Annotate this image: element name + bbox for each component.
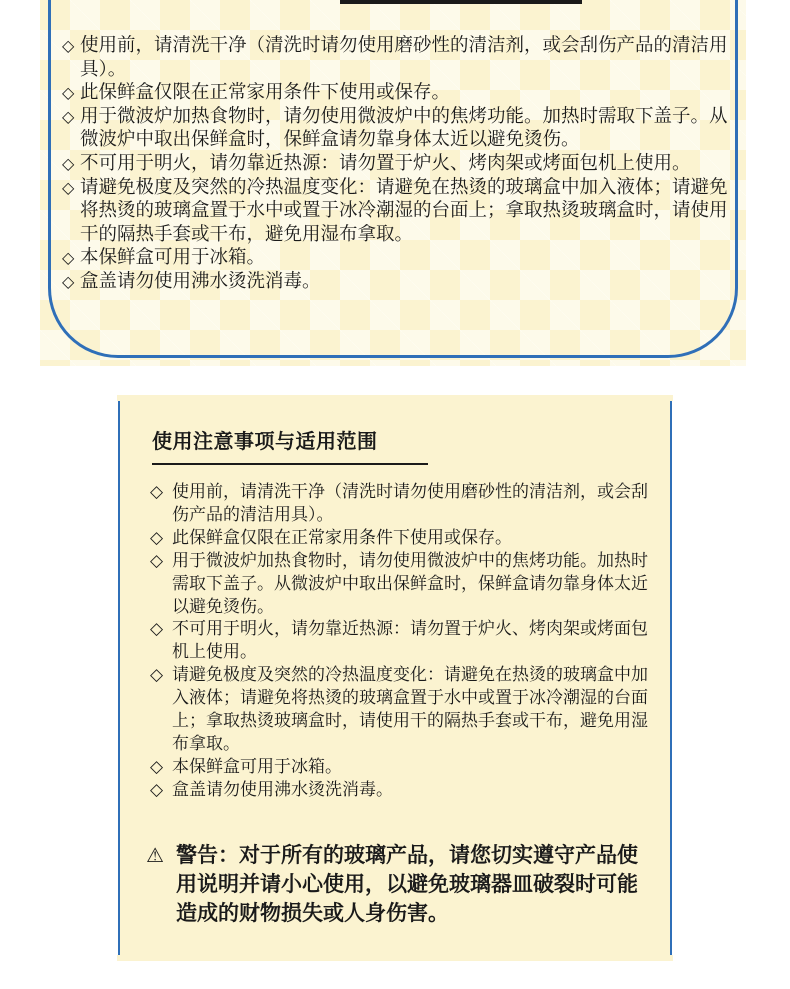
list-item <box>150 481 654 527</box>
list-item <box>150 618 654 664</box>
list-item-text: 盒盖请勿使用沸水烫洗消毒。 <box>80 270 321 292</box>
list-item-text: 使用前，请清洗干净（清洗时请勿使用磨砂性的清洁剂，或会刮伤产品的清洁用具）。 <box>172 482 648 525</box>
list-item-text: 本保鲜盒可用于冰箱。 <box>172 756 342 777</box>
list-item <box>62 176 738 247</box>
bottom-instruction-card <box>118 395 672 961</box>
warning-text: 警告：对于所有的玻璃产品，请您切实遵守产品使用说明并请小心使用，以避免玻璃器皿破裂时可能造成的财物损失或人身伤害。 <box>176 843 638 925</box>
list-item <box>150 550 654 619</box>
list-item <box>150 664 654 756</box>
diamond-bullet-icon: ◇ <box>150 756 164 777</box>
warning-triangle-icon: ⚠ <box>146 843 164 867</box>
list-item-text: 此保鲜盒仅限在正常家用条件下使用或保存。 <box>172 527 512 548</box>
list-item <box>62 34 738 81</box>
list-item-text: 本保鲜盒可用于冰箱。 <box>80 247 266 269</box>
heading-underline <box>152 463 428 465</box>
section-heading: 使用注意事项与适用范围 <box>152 429 378 453</box>
list-item <box>62 105 738 152</box>
diamond-bullet-icon: ◇ <box>150 665 164 686</box>
diamond-bullet-icon: ◇ <box>62 248 75 268</box>
list-item <box>150 779 654 802</box>
list-item <box>62 152 738 176</box>
list-item-text: 不可用于明火，请勿靠近热源：请勿置于炉火、烤肉架或烤面包机上使用。 <box>172 619 648 663</box>
diamond-bullet-icon: ◇ <box>150 779 164 800</box>
list-item-text: 请避免极度及突然的冷热温度变化：请避免在热烫的玻璃盒中加入液体；请避免将热烫的玻璃盒置于水中或置于冰冷潮湿的台面上；拿取热烫玻璃盒时，请使用干的隔热手套或干布，避免用湿布拿取。 <box>80 176 728 245</box>
diamond-bullet-icon: ◇ <box>150 527 164 548</box>
card-edge-top <box>117 395 673 401</box>
list-item <box>62 81 738 105</box>
warning-notice <box>146 841 656 928</box>
list-item-text: 用于微波炉加热食物时，请勿使用微波炉中的焦烤功能。加热时需取下盖子。从微波炉中取出保鲜盒时，保鲜盒请勿靠身体太近以避免烫伤。 <box>172 550 648 617</box>
list-item <box>150 756 654 779</box>
diamond-bullet-icon: ◇ <box>150 619 164 640</box>
list-item-text: 此保鲜盒仅限在正常家用条件下使用或保存。 <box>80 82 451 104</box>
list-item <box>62 246 738 270</box>
diamond-bullet-icon: ◇ <box>62 271 75 291</box>
list-item <box>150 527 654 550</box>
diamond-bullet-icon: ◇ <box>150 482 164 502</box>
list-item-text: 使用前，请清洗干净（清洗时请勿使用磨砂性的清洁剂，或会刮伤产品的清洁用具）。 <box>80 35 728 80</box>
top-instruction-list <box>62 34 738 294</box>
bottom-instruction-list <box>150 481 654 802</box>
list-item-text: 盒盖请勿使用沸水烫洗消毒。 <box>172 779 393 800</box>
diamond-bullet-icon: ◇ <box>62 36 75 55</box>
list-item-text: 不可用于明火，请勿靠近热源：请勿置于炉火、烤肉架或烤面包机上使用。 <box>80 152 691 174</box>
list-item-text: 请避免极度及突然的冷热温度变化：请避免在热烫的玻璃盒中加入液体；请避免将热烫的玻璃盒置于水中或置于冰冷潮湿的台面上；拿取热烫玻璃盒时，请使用干的隔热手套或干布，避免用湿布拿取。 <box>172 665 648 754</box>
list-item <box>62 270 738 294</box>
diamond-bullet-icon: ◇ <box>62 177 75 197</box>
list-item-text: 用于微波炉加热食物时，请勿使用微波炉中的焦烤功能。加热时需取下盖子。从微波炉中取出保鲜盒时，保鲜盒请勿靠身体太近以避免烫伤。 <box>80 105 728 151</box>
card-edge-bottom <box>117 955 673 961</box>
diamond-bullet-icon: ◇ <box>62 153 75 173</box>
diamond-bullet-icon: ◇ <box>150 550 164 571</box>
diamond-bullet-icon: ◇ <box>62 106 75 126</box>
diamond-bullet-icon: ◇ <box>62 83 75 103</box>
